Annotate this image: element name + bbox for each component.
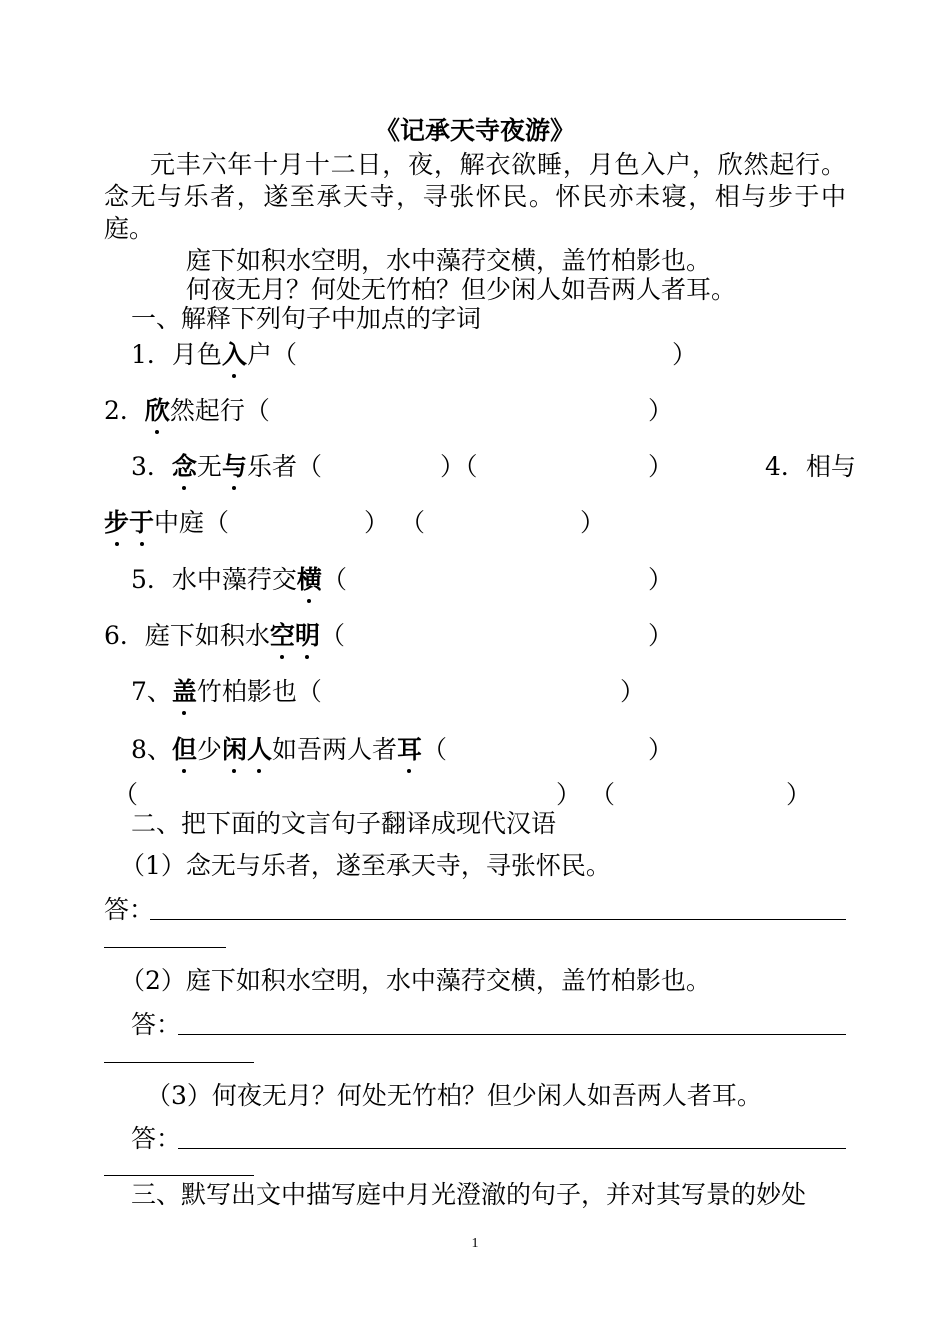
answer-line-1-continued[interactable] [104, 947, 226, 948]
question-3: 3．念无与乐者（ [131, 452, 322, 481]
dotted-char: 于 [129, 508, 155, 537]
translation-item-1: （1）念无与乐者，遂至承天寺，寻张怀民。 [120, 851, 611, 880]
dotted-char: 横 [296, 565, 322, 594]
dotted-char: 闲 [221, 735, 247, 764]
section-2-heading: 二、把下面的文言句子翻译成现代汉语 [131, 809, 557, 838]
translation-item-2: （2）庭下如积水空明，水中藻荇交横，盖竹柏影也。 [120, 966, 711, 995]
document-title: 《记承天寺夜游》 [374, 116, 575, 145]
dotted-char: 空 [269, 621, 295, 650]
q6-close-paren: ） [648, 621, 674, 650]
section-1-heading: 一、解释下列句子中加点的字词 [131, 304, 482, 333]
q4-paren-2-close: ） [580, 508, 606, 537]
q7-close-paren: ） [620, 677, 646, 706]
answer-label-1: 答： [104, 895, 155, 924]
dotted-char: 人 [246, 735, 272, 764]
q1-close-paren: ） [672, 340, 698, 369]
question-5: 5．水中藻荇交横（ [131, 565, 347, 594]
dotted-char: 入 [221, 340, 247, 369]
translation-item-3: （3）何夜无月？何处无竹柏？但少闲人如吾两人者耳。 [146, 1081, 762, 1110]
q8b-close-1: ） [556, 780, 582, 809]
q5-close-paren: ） [648, 565, 674, 594]
answer-line-2-continued[interactable] [104, 1062, 254, 1063]
answer-label-2: 答： [131, 1010, 182, 1039]
q8b-open-1: （ [113, 780, 139, 809]
question-8: 8、但少闲人如吾两人者耳（ [131, 735, 448, 764]
dotted-char: 与 [221, 452, 247, 481]
q4-paren-2-open: （ [400, 508, 426, 537]
q8b-close-2: ） [786, 780, 812, 809]
q4-paren-1: ） [364, 508, 390, 537]
page-number: 1 [471, 1236, 479, 1251]
passage-line-5: 何夜无月？何处无竹柏？但少闲人如吾两人者耳。 [186, 275, 737, 304]
passage-line-2: 念无与乐者，遂至承天寺，寻张怀民。怀民亦未寝，相与步于中 [104, 182, 846, 211]
answer-line-3-continued[interactable] [104, 1175, 254, 1176]
question-4: 步于中庭（ [104, 508, 230, 537]
q3-paren-1: ）（ [440, 452, 478, 481]
question-2: 2．欣然起行（ [104, 396, 270, 425]
dotted-char: 欣 [144, 396, 170, 425]
answer-line-1[interactable] [150, 919, 846, 920]
passage-line-4: 庭下如积水空明，水中藻荇交横，盖竹柏影也。 [186, 246, 712, 275]
question-6: 6．庭下如积水空明（ [104, 621, 345, 650]
dotted-char: 耳 [396, 735, 422, 764]
dotted-char: 盖 [171, 677, 197, 706]
dotted-char: 步 [104, 508, 130, 537]
passage-line-3: 庭。 [104, 214, 155, 243]
section-3-heading: 三、默写出文中描写庭中月光澄澈的句子，并对其写景的妙处 [131, 1180, 807, 1209]
question-7: 7、盖竹柏影也（ [131, 677, 322, 706]
q8-close-paren: ） [648, 735, 674, 764]
answer-label-3: 答： [131, 1124, 182, 1153]
q8b-open-2: （ [590, 780, 616, 809]
passage-line-1: 元丰六年十月十二日，夜，解衣欲睡，月色入户，欣然起行。 [150, 150, 846, 179]
answer-line-2[interactable] [178, 1034, 846, 1035]
q3-paren-2: ） [648, 452, 674, 481]
answer-line-3[interactable] [178, 1148, 846, 1149]
dotted-char: 念 [171, 452, 197, 481]
q2-close-paren: ） [648, 396, 674, 425]
question-4-start: 4．相与 [765, 452, 856, 481]
dotted-char: 但 [171, 735, 197, 764]
question-1: 1．月色入户（ [131, 340, 297, 369]
dotted-char: 明 [294, 621, 320, 650]
